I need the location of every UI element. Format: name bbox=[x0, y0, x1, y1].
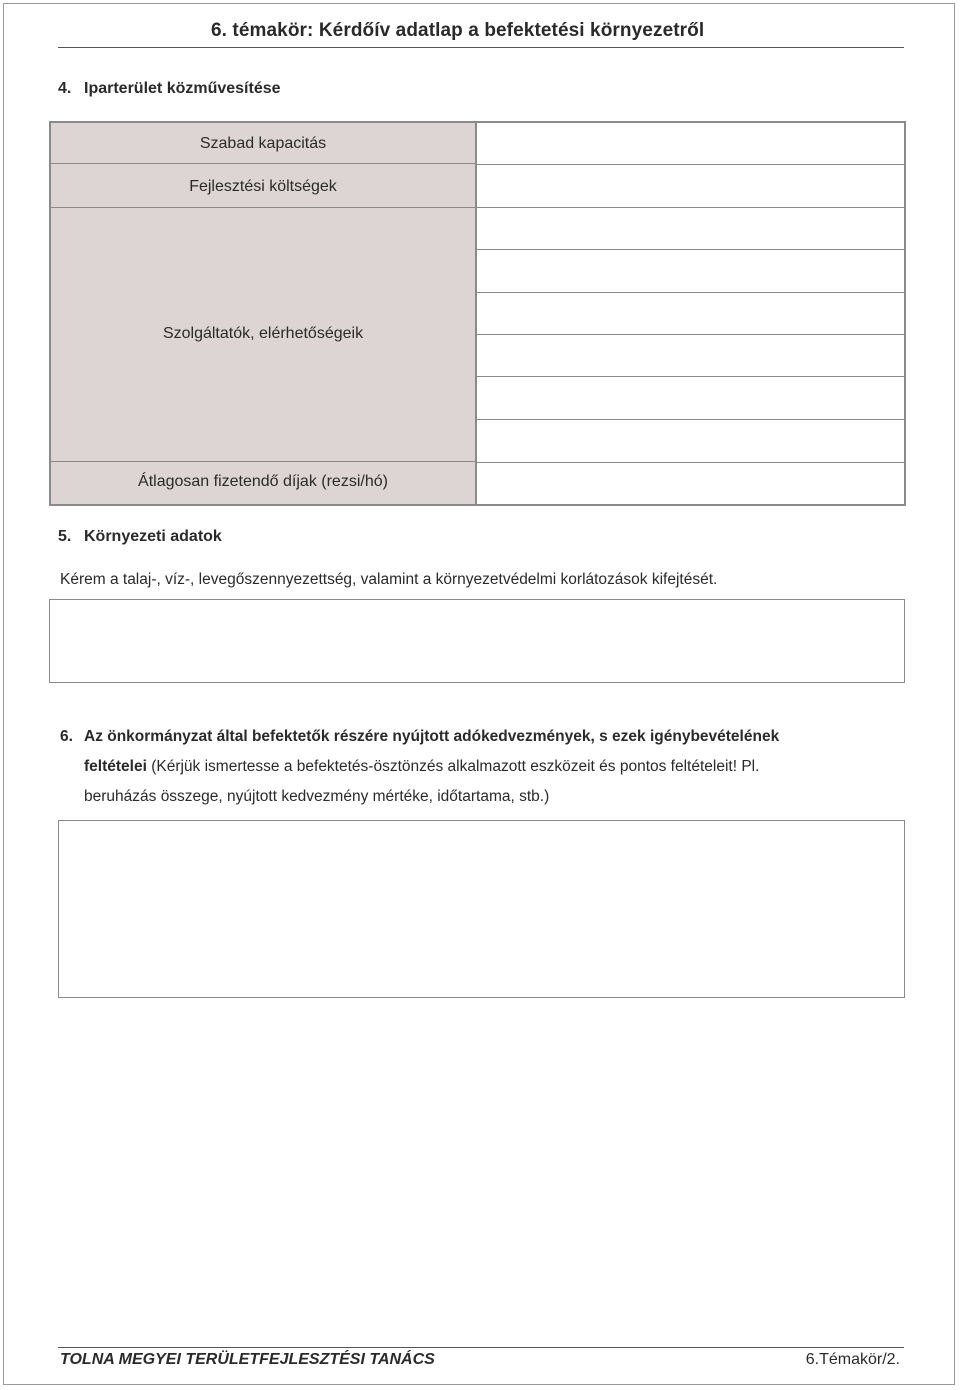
answer-cell-divider bbox=[477, 419, 904, 420]
environment-answer-box[interactable] bbox=[49, 599, 905, 683]
section-6-paragraph bbox=[60, 722, 920, 812]
label-development-costs: Fejlesztési költségek bbox=[189, 178, 337, 195]
section-4-number: 4. bbox=[58, 80, 72, 97]
section-4-title: Iparterület közművesítése bbox=[84, 80, 281, 97]
section-5-prompt: Kérem a talaj-, víz-, levegőszennyezettség, valamint a környezetvédelmi korlátozások kifejtését. bbox=[60, 571, 718, 588]
footer-divider bbox=[58, 1347, 904, 1348]
section-6-title: Az önkormányzat által befektetők részére nyújtott adókedvezmények, s ezek igénybevételének bbox=[84, 728, 780, 745]
answer-cell-divider bbox=[477, 292, 904, 293]
footer-organization: TOLNA MEGYEI TERÜLETFEJLESZTÉSI TANÁCS bbox=[60, 1351, 435, 1368]
section-5-heading bbox=[58, 528, 222, 546]
section-6-line-3: beruházás összege, nyújtott kedvezmény mértéke, időtartama, stb.) bbox=[84, 788, 550, 805]
answer-cell-divider bbox=[477, 164, 904, 165]
footer-page-ref: 6.Témakör/2. bbox=[805, 1351, 900, 1368]
answer-cell-divider bbox=[477, 376, 904, 377]
utilities-label-column bbox=[51, 123, 477, 504]
divider bbox=[51, 461, 475, 462]
section-4-heading bbox=[58, 80, 281, 98]
section-6-conditions-label: feltételei bbox=[84, 758, 147, 775]
section-6-number: 6. bbox=[60, 728, 73, 745]
utilities-table bbox=[49, 121, 906, 506]
divider bbox=[51, 163, 475, 164]
header-divider bbox=[58, 47, 904, 48]
answer-cell-divider bbox=[477, 334, 904, 335]
answer-cell-divider bbox=[477, 462, 904, 463]
label-average-fees: Átlagosan fizetendő díjak (rezsi/hó) bbox=[138, 473, 388, 490]
label-providers: Szolgáltatók, elérhetőségeik bbox=[162, 325, 364, 342]
section-5-number: 5. bbox=[58, 528, 72, 545]
divider bbox=[51, 207, 475, 208]
answer-cell-divider bbox=[477, 249, 904, 250]
section-6-instructions: (Kérjük ismertesse a befektetés-ösztönzés alkalmazott eszközeit és pontos feltételeit! Pl. bbox=[146, 758, 760, 775]
section-6-line-2 bbox=[60, 752, 920, 782]
label-free-capacity: Szabad kapacitás bbox=[199, 135, 327, 152]
section-5-title: Környezeti adatok bbox=[84, 528, 222, 545]
tax-incentives-answer-box[interactable] bbox=[58, 820, 905, 998]
answer-cell-divider bbox=[477, 207, 904, 208]
page-title: 6. témakör: Kérdőív adatlap a befektetési környezetről bbox=[211, 20, 705, 41]
